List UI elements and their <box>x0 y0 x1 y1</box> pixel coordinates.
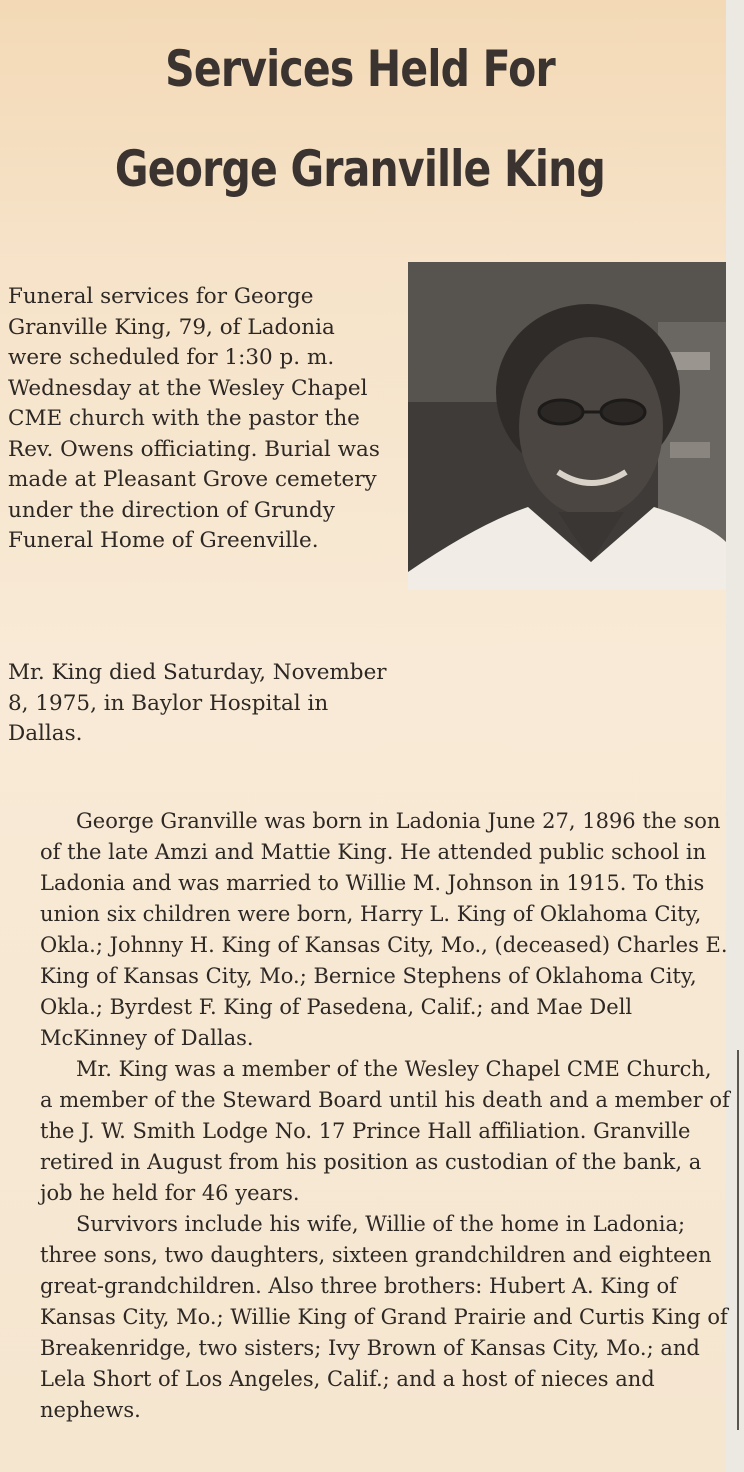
paragraph-biography <box>40 806 730 1054</box>
paragraph-death-notice: Mr. King died Saturday, November 8, 1975, in Baylor Hospital in Dallas. <box>8 660 387 746</box>
paragraph-funeral-services: Funeral services for George Granville King, 79, of Ladonia were scheduled for 1:30 p. m. Wednesday at the Wesley Chapel CME church with the pastor the Rev. Owens officiating. Burial was made at Pleasant Grove cemetery under the direction of Grundy Funeral Home of Greenville. <box>8 284 380 553</box>
paragraph-survivors-text: Survivors include his wife, Willie of the home in Ladonia; three sons, two daughters, sixteen grandchildren and eighteen great-grandchildren. Also three brothers: Hubert A. King of Kansas City, Mo.; Willie King of Grand Prairie and Curtis King of Breakenridge, two sisters; Ivy Brown of Kansas City, Mo.; and Lela Short of Los Angeles, Calif.; and a host of nieces and nephews. <box>40 1212 728 1422</box>
biography-column <box>40 806 730 1426</box>
edge-line <box>737 1050 739 1430</box>
paragraph-biography-text: George Granville was born in Ladonia June 27, 1896 the son of the late Amzi and Mattie King. He attended public school in Ladonia and was married to Willie M. Johnson in 1915. To this union six children were born, Harry L. King of Oklahoma City, Okla.; Johnny H. King of Kansas City, Mo., (deceased) Charles E. King of Kansas City, Mo.; Bernice Stephens of Oklahoma City, Okla.; Byrdest F. King of Pasedena, Calif.; and Mae Dell McKinney of Dallas. <box>40 809 728 1050</box>
paragraph-survivors <box>40 1209 730 1426</box>
portrait-photo <box>408 262 726 590</box>
paragraph-membership <box>40 1054 730 1209</box>
portrait-photo-icon <box>408 262 726 590</box>
headline-line-1: Services Held For <box>165 40 555 98</box>
paragraph-membership-text: Mr. King was a member of the Wesley Chapel CME Church, a member of the Steward Board until his death and a member of the J. W. Smith Lodge No. 17 Prince Hall affiliation. Granville retired in August from his position as custodian of the bank, a job he held for 46 years. <box>40 1057 730 1205</box>
headline-line-2: George Granville King <box>114 140 606 198</box>
